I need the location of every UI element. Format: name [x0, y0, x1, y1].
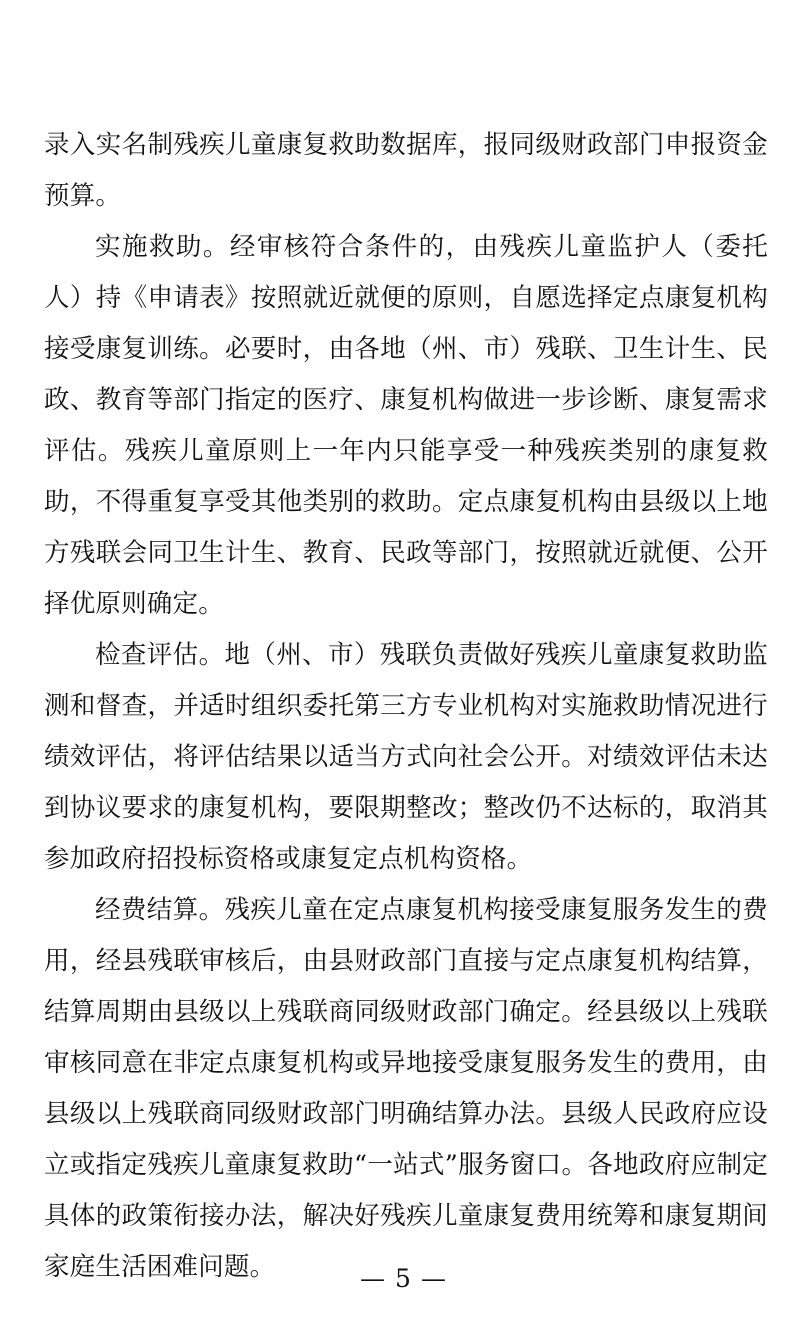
document-body [44, 120, 768, 1293]
page-footer [0, 1264, 812, 1293]
paragraph-funds-settlement: 经费结算。残疾儿童在定点康复机构接受康复服务发生的费用，经县残联审核后，由县财政部门直接与定点康复机构结算，结算周期由县级以上残联商同级财政部门确定。经县级以上残联审核同意在非定点康复机构或异地接受康复服务发生的费用，由县级以上残联商同级财政部门明确结算办法。县级人民政府应设立或指定残疾儿童康复救助“一站式”服务窗口。各地政府应制定具体的政策衔接办法，解决好残疾儿童康复费用统筹和康复期间家庭生活困难问题。 [44, 895, 768, 1282]
paragraph-inspection-evaluation: 检查评估。地（州、市）残联负责做好残疾儿童康复救助监测和督查，并适时组织委托第三方专业机构对实施救助情况进行绩效评估，将评估结果以适当方式向社会公开。对绩效评估未达到协议要求的康复机构，要限期整改；整改仍不达标的，取消其参加政府招投标资格或康复定点机构资格。 [44, 640, 768, 874]
footer-right-dash: — [420, 1264, 452, 1293]
page-number: 5 [395, 1264, 417, 1293]
footer-left-dash: — [360, 1264, 392, 1293]
paragraph-implement-aid: 实施救助。经审核符合条件的，由残疾儿童监护人（委托人）持《申请表》按照就近就便的原则，自愿选择定点康复机构接受康复训练。必要时，由各地（州、市）残联、卫生计生、民政、教育等部门指定的医疗、康复机构做进一步诊断、康复需求评估。残疾儿童原则上一年内只能享受一种残疾类别的康复救助，不得重复享受其他类别的救助。定点康复机构由县级以上地方残联会同卫生计生、教育、民政等部门，按照就近就便、公开择优原则确定。 [44, 232, 768, 619]
paragraph-continuation: 录入实名制残疾儿童康复救助数据库，报同级财政部门申报资金预算。 [44, 130, 768, 211]
